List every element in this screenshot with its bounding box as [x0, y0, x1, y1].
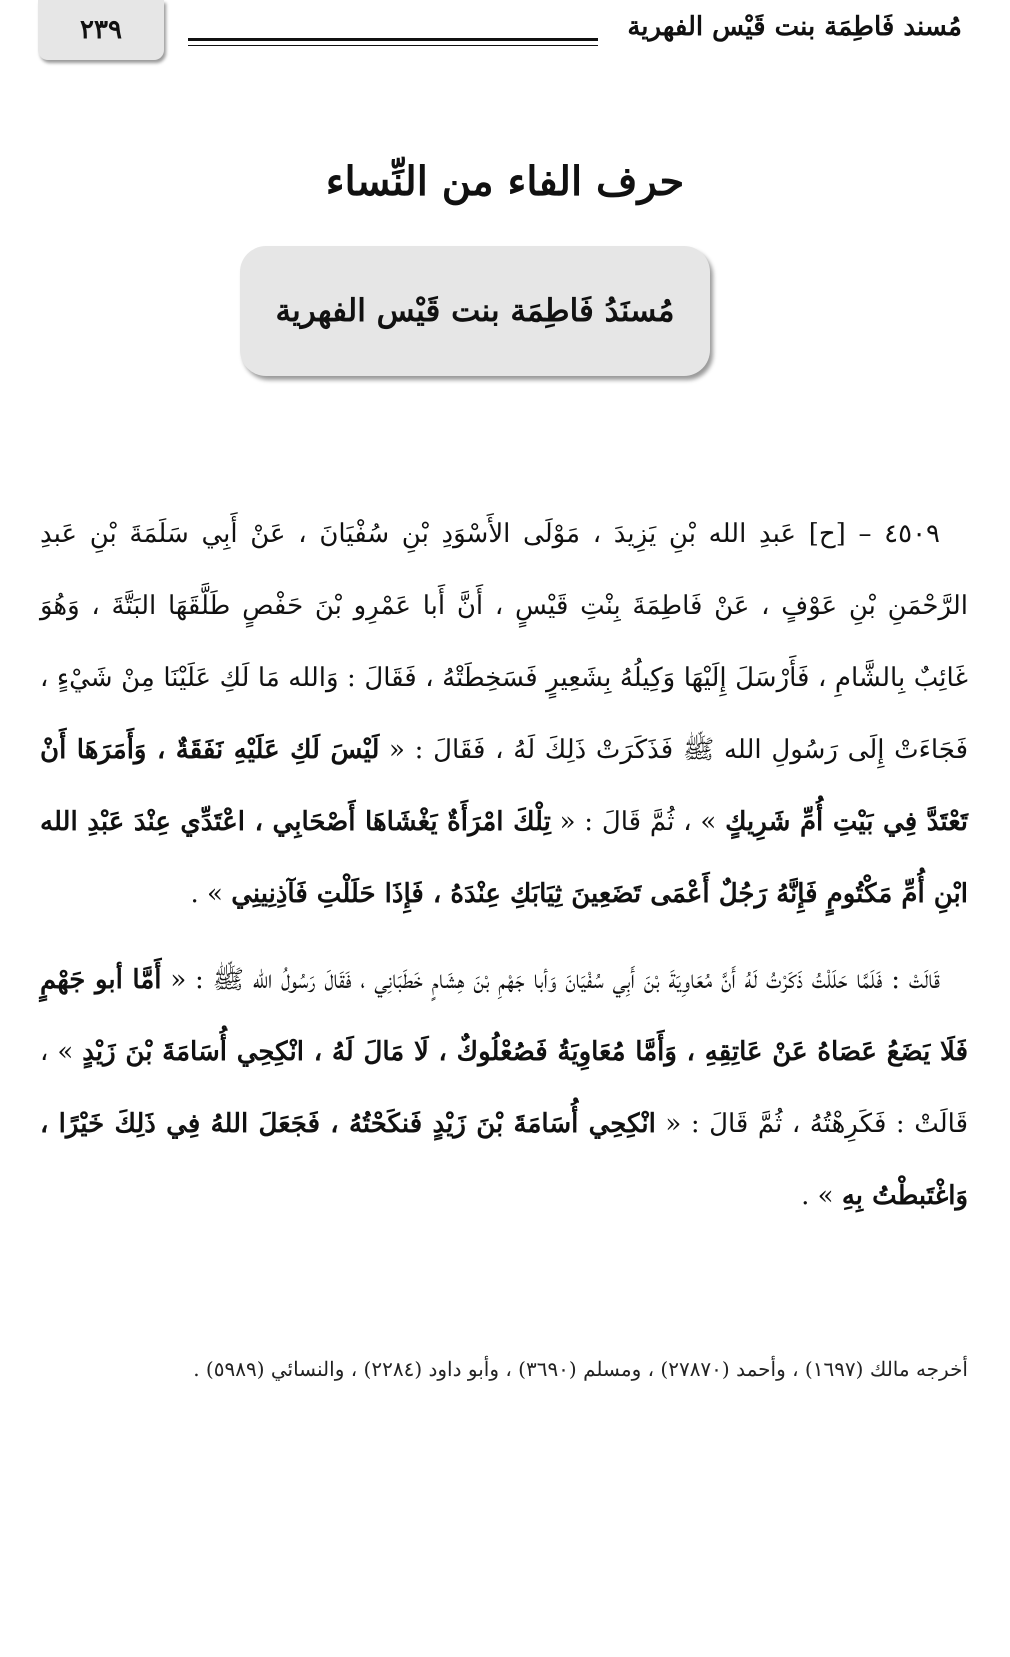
musnad-title-box — [240, 246, 710, 376]
page-number: ٢٣٩ — [38, 0, 164, 60]
page-header — [0, 0, 1010, 70]
hadith-text — [40, 498, 968, 1232]
section-title: حرف الفاء من النِّساء — [325, 158, 685, 205]
hadith-connector: » ، قَالَتْ : فَكَرِهْتُهُ ، ثُمَّ قَالَ : « — [40, 1037, 968, 1139]
hadith-connector: » . — [190, 879, 232, 909]
prophetic-speech: تِلْكَ امْرَأَةٌ يَغْشَاهَا أَصْحَابِي ، اعْتَدِّي عِنْدَ عَبْدِ الله ابْنِ أُمِّ مَكْتُومٍ فَإِنَّهُ رَجُلٌ أَعْمَى تَضَعِينَ ثِيَابَكِ عِنْدَهُ ، فَإِذَا حَلَلْتِ فَآذِنِينِي — [40, 807, 968, 909]
hadith-narration: ٤٥٠٩ – [ح] عَبدِ الله بْنِ يَزِيدَ ، مَوْلَى الأَسْوَدِ بْنِ سُفْيَانَ ، عَنْ أَبِي سَلَمَةَ بْنِ عَبدِ الرَّحْمَنِ بْنِ عَوْفٍ ، عَنْ فَاطِمَةَ بِنْتِ قَيْسٍ ، أَنَّ أَبا عَمْرِو بْنَ حَفْصٍ طَلَّقَهَا البَتَّةَ ، وَهُوَ غَائِبٌ بِالشَّامِ ، فَأَرْسَلَ إِلَيْهَا وَكِيلُهُ بِشَعِيرٍ فَسَخِطَتْهُ ، فَقَالَ : وَالله مَا لَكِ عَلَيْنَا مِنْ شَيْءٍ ، فَجَاءَتْ إِلَى رَسُولِ الله ﷺ فَذَكَرَتْ ذَلِكَ لَهُ ، فَقَالَ : « — [40, 519, 969, 765]
hadith-paragraph-1 — [40, 498, 968, 930]
hadith-connector: » ، ثُمَّ قَالَ : « — [550, 807, 726, 837]
prophetic-speech: انْكِحِي أُسَامَةَ بْنَ زَيْدٍ فَنكَحْتُهُ ، فَجَعَلَ اللهُ فِي ذَلِكَ خَيْرًا ، وَاغْتَبطْتُ بِهِ — [40, 1109, 968, 1211]
hadith-connector: » . — [801, 1181, 842, 1211]
hadith-paragraph-2 — [40, 944, 968, 1232]
header-rule — [188, 38, 598, 46]
prophetic-speech: لَيْسَ لَكِ عَلَيْهِ نَفَقَةٌ ، وَأَمَرَهَا أَنْ تَعْتَدَّ فِي بَيْتِ أُمِّ شَرِيكٍ — [40, 735, 968, 837]
hadith-narration: قَالَتْ : فَلَمَّا حَلَلْتُ ذَكَرْتُ لَهُ أَنَّ مُعَاوِيَةَ بْنَ أَبِي سُفْيَانَ وَأبا جَهْمِ بْنَ هِشَامٍ خَطَبَانِي ، فَقَالَ رَسُولُ الله ﷺ : « — [161, 965, 940, 995]
takhrij-footnote: أخرجه مالك (١٦٩٧) ، وأحمد (٢٧٨٧٠) ، ومسلم (٣٦٩٠) ، وأبو داود (٢٢٨٤) ، والنسائي (٥٩٨٩) . — [193, 1357, 968, 1381]
musnad-title: مُسنَدُ فَاطِمَة بنت قَيْس الفهرية — [275, 293, 675, 329]
prophetic-speech: أَمَّا أبو جَهْمٍ فَلَا يَضَعُ عَصَاهُ عَنْ عَاتِقِهِ ، وَأَمَّا مُعَاوِيَةُ فَصُعْلُوكٌ ، لَا مَالَ لَهُ ، انْكِحِي أُسَامَةَ بْنَ زَيْدٍ — [40, 965, 968, 1067]
running-title: مُسند فَاطِمَة بنت قَيْس الفهرية — [627, 12, 962, 42]
